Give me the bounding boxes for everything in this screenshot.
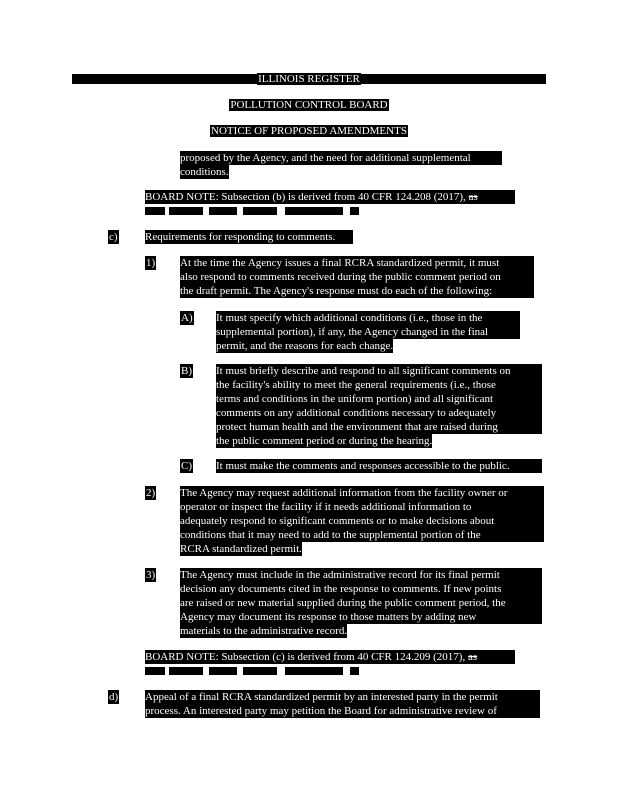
item-c3-line: are raised or new material supplied during the public comment period, the (180, 596, 542, 610)
intro-line: conditions. (180, 166, 229, 178)
board-title: POLLUTION CONTROL BOARD (230, 99, 388, 111)
notice-title: NOTICE OF PROPOSED AMENDMENTS (211, 125, 407, 137)
item-c1-line: also respond to comments received during the public comment period on (180, 270, 534, 284)
intro-paragraph (180, 151, 502, 183)
item-cC-line: It must make the comments and responses accessible to the public. (216, 459, 542, 473)
register-title: ILLINOIS REGISTER (258, 73, 360, 85)
item-c2-line: The Agency may request additional information from the facility owner or (180, 486, 544, 500)
item-c1-line: At the time the Agency issues a final RCRA standardized permit, it must (180, 256, 534, 270)
item-cB-line: the public comment period or during the hearing. (216, 435, 433, 447)
item-c3-marker: 3) (146, 569, 156, 581)
item-c1-line: the draft permit. The Agency's response must do each of the following: (180, 284, 534, 298)
redacted-citation-c (145, 667, 365, 675)
item-cB-line: It must briefly describe and respond to all significant comments on (216, 364, 542, 378)
item-cA-line: permit, and the reasons for each change. (216, 340, 394, 352)
board-note-c-text: BOARD NOTE: Subsection (c) is derived from 40 CFR 124.209 (2017), as (145, 650, 515, 664)
item-cC (216, 459, 542, 473)
item-c3-line: Agency may document its response to those matters by adding new (180, 610, 542, 624)
board-note-b (145, 190, 515, 215)
item-cB-line: protect human health and the environment that are raised during (216, 420, 542, 434)
item-c2-line: RCRA standardized permit. (180, 543, 302, 555)
item-cB-line: the facility's ability to meet the general requirements (i.e., those (216, 378, 542, 392)
item-cA-line: supplemental portion), if any, the Agency changed in the final (216, 325, 520, 339)
item-c3-line: materials to the administrative record. (180, 625, 348, 637)
item-c3-line: The Agency must include in the administrative record for its final permit (180, 568, 542, 582)
para-d (145, 690, 540, 718)
item-cA-marker: A) (181, 312, 193, 324)
intro-line: proposed by the Agency, and the need for additional supplemental (180, 151, 502, 165)
redacted-citation-b (145, 207, 365, 215)
item-c3 (180, 568, 542, 642)
item-cB-line: comments on any additional conditions necessary to adequately (216, 406, 542, 420)
item-c2-line: operator or inspect the facility if it needs additional information to (180, 500, 544, 514)
item-cB-line: terms and conditions in the uniform portion) and all significant (216, 392, 542, 406)
item-c2-marker: 2) (146, 487, 156, 499)
item-c2 (180, 486, 544, 560)
item-cA-line: It must specify which additional conditions (i.e., those in the (216, 311, 520, 325)
item-cB (216, 364, 542, 452)
item-cB-marker: B) (181, 365, 192, 377)
para-d-line: Appeal of a final RCRA standardized permit by an interested party in the permit (145, 690, 540, 704)
para-d-line: process. An interested party may petition the Board for administrative review of (145, 704, 540, 718)
board-note-c (145, 650, 515, 675)
board-note-b-text: BOARD NOTE: Subsection (b) is derived from 40 CFR 124.208 (2017), as (145, 190, 515, 204)
para-c-text: Requirements for responding to comments. (145, 230, 353, 244)
item-c1-marker: 1) (146, 257, 156, 269)
para-c-marker: c) (109, 231, 118, 243)
item-c2-line: adequately respond to significant comments or to make decisions about (180, 514, 544, 528)
item-cC-marker: C) (181, 460, 192, 472)
item-cA (216, 311, 520, 357)
item-c2-line: conditions that it may need to add to the supplemental portion of the (180, 528, 544, 542)
para-d-marker: d) (109, 691, 119, 703)
item-c1 (180, 256, 534, 298)
para-c (145, 230, 353, 244)
item-c3-line: decision any documents cited in the response to comments. If new points (180, 582, 542, 596)
